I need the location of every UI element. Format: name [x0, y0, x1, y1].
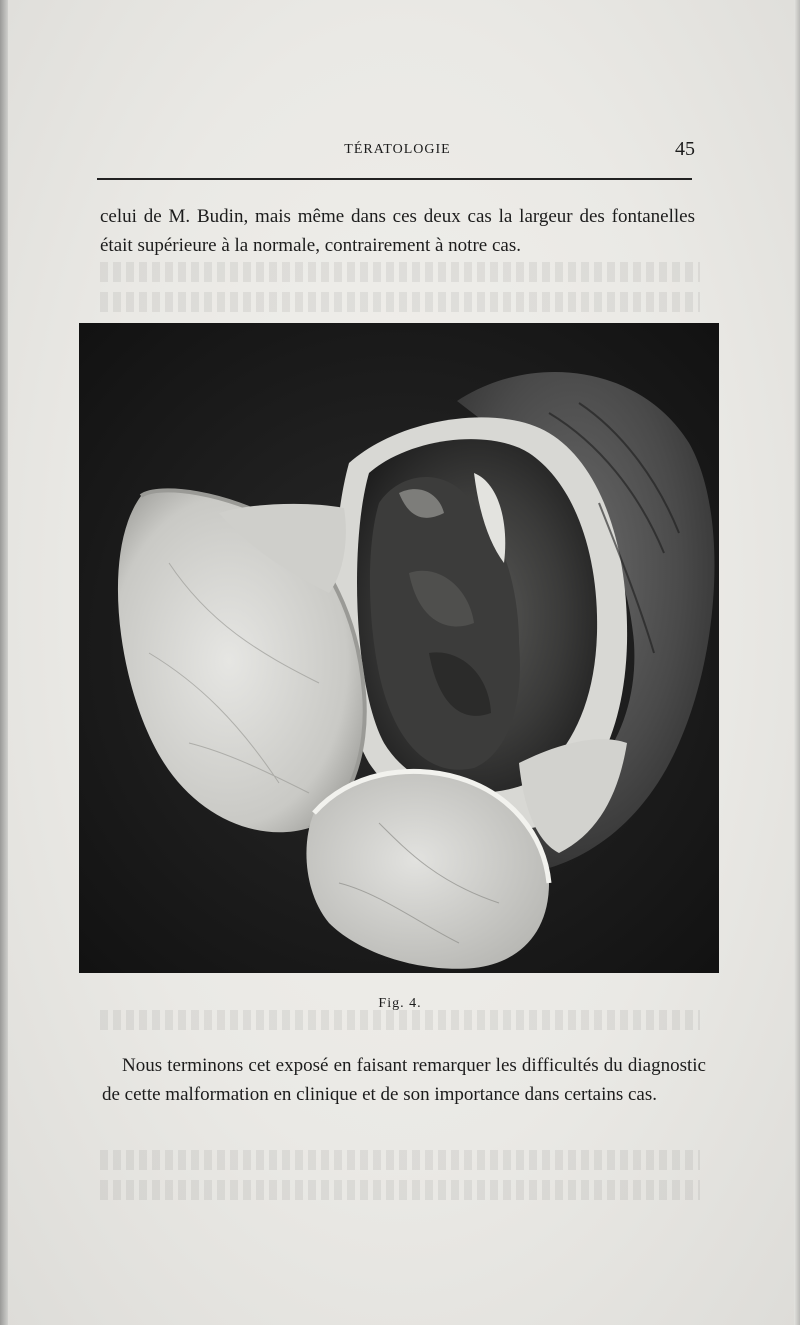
specimen-photo — [79, 323, 719, 973]
show-through-text — [100, 262, 700, 282]
paragraph-bottom: Nous terminons cet exposé en faisant remarquer les difficultés du diagnostic de cette malformation en clinique et de son importance dans certains cas. — [102, 1055, 706, 1105]
page-right-edge-shadow — [794, 0, 800, 1325]
header-rule — [97, 178, 692, 180]
show-through-text — [100, 1010, 700, 1030]
running-title: TÉRATOLOGIE — [344, 142, 451, 157]
paragraph-top: celui de M. Budin, mais même dans ces deux cas la largeur des fontanelles était supérieure à la normale, contrairement à notre cas. — [100, 206, 695, 256]
page-number: 45 — [675, 138, 695, 160]
show-through-text — [100, 1150, 700, 1170]
running-head — [100, 138, 695, 164]
figure-photograph — [79, 323, 719, 973]
figure-caption: Fig. 4. — [378, 996, 422, 1011]
page-left-edge-shadow — [0, 0, 8, 1325]
show-through-text — [100, 1180, 700, 1200]
show-through-text — [100, 292, 700, 312]
